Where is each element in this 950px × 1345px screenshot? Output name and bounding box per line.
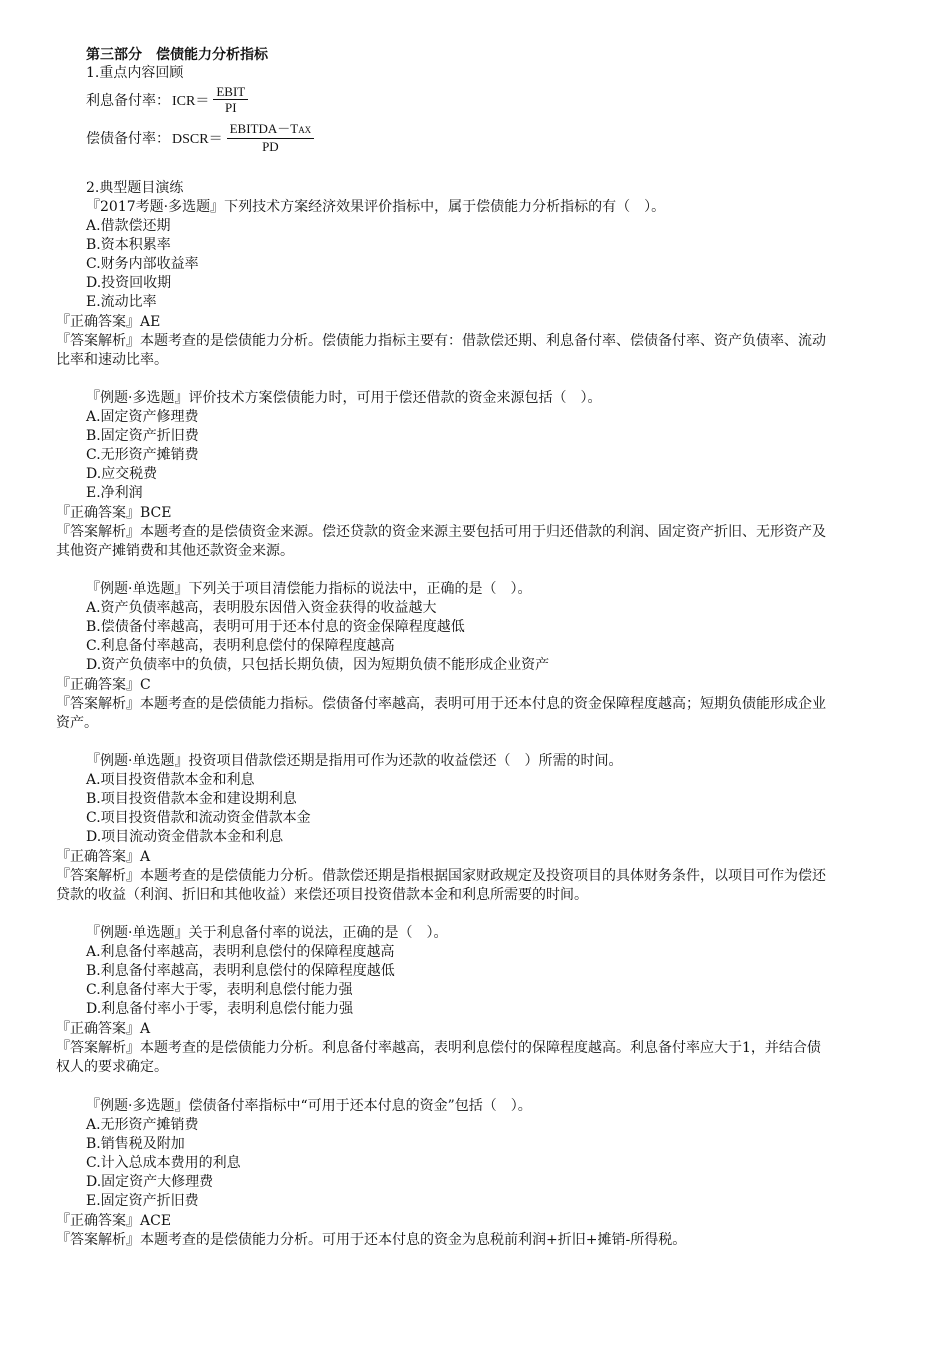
option-d: D.项目流动资金借款本金和利息 xyxy=(86,829,284,845)
option-a: A.无形资产摊销费 xyxy=(86,1117,199,1133)
correct-answer: 『正确答案』BCE xyxy=(56,505,172,521)
formula-dscr xyxy=(86,121,314,154)
answer-analysis-line-2: 比率和速动比率。 xyxy=(56,352,168,368)
answer-analysis-line-2: 其他资产摊销费和其他还款资金来源。 xyxy=(56,543,294,559)
option-d: D.利息备付率小于零，表明利息偿付能力强 xyxy=(86,1001,354,1017)
correct-answer: 『正确答案』C xyxy=(56,677,151,693)
question-stem: 『例题·多选题』评价技术方案偿债能力时，可用于偿还借款的资金来源包括（ ）。 xyxy=(86,390,602,406)
answer-analysis-line-1: 『答案解析』本题考查的是偿债能力指标。偿债备付率越高，表明可用于还本付息的资金保障程度越高；短期负债能形成企业 xyxy=(56,696,826,712)
formula-dscr-numerator xyxy=(227,121,315,139)
correct-answer: 『正确答案』ACE xyxy=(56,1213,172,1229)
option-a: A.借款偿还期 xyxy=(86,218,171,234)
answer-analysis-line-2: 权人的要求确定。 xyxy=(56,1059,168,1075)
option-b: B.固定资产折旧费 xyxy=(86,428,199,444)
formula-icr-fraction xyxy=(213,84,248,115)
formula-icr-lhs: ICR＝ xyxy=(172,93,210,109)
option-b: B.资本积累率 xyxy=(86,237,171,253)
practice-heading: 2.典型题目演练 xyxy=(86,180,184,196)
formula-dscr-numerator-sub: AX xyxy=(298,125,312,135)
option-b: B.项目投资借款本金和建设期利息 xyxy=(86,791,297,807)
answer-analysis-line-1: 『答案解析』本题考查的是偿债能力分析。偿债能力指标主要有：借款偿还期、利息备付率、偿债备付率、资产负债率、流动 xyxy=(56,333,826,349)
option-c: C.项目投资借款和流动资金借款本金 xyxy=(86,810,311,826)
formula-dscr-label: 偿债备付率： xyxy=(86,130,170,147)
correct-answer: 『正确答案』AE xyxy=(56,314,161,330)
option-c: C.无形资产摊销费 xyxy=(86,447,199,463)
section-title: 第三部分 偿债能力分析指标 xyxy=(86,47,268,63)
answer-analysis-line-1: 『答案解析』本题考查的是偿债资金来源。偿还贷款的资金来源主要包括可用于归还借款的利润、固定资产折旧、无形资产及 xyxy=(56,524,826,540)
answer-analysis-line-1: 『答案解析』本题考查的是偿债能力分析。借款偿还期是指根据国家财政规定及投资项目的具体财务条件，以项目可作为偿还 xyxy=(56,868,826,884)
formula-dscr-fraction xyxy=(227,121,315,154)
formula-icr-denominator: PI xyxy=(225,100,237,115)
option-d: D.资产负债率中的负债，只包括长期负债，因为短期负债不能形成企业资产 xyxy=(86,657,550,673)
answer-analysis-line-2: 资产。 xyxy=(56,715,98,731)
option-c: C.财务内部收益率 xyxy=(86,256,199,272)
answer-analysis-line-2: 贷款的收益（利润、折旧和其他收益）来偿还项目投资借款本金和利息所需要的时间。 xyxy=(56,887,588,903)
answer-analysis-line-1: 『答案解析』本题考查的是偿债能力分析。可用于还本付息的资金为息税前利润+折旧+摊销-所得税。 xyxy=(56,1232,687,1248)
option-a: A.项目投资借款本金和利息 xyxy=(86,772,255,788)
correct-answer: 『正确答案』A xyxy=(56,1021,151,1037)
formula-icr xyxy=(86,84,248,115)
option-a: A.资产负债率越高，表明股东因借入资金获得的收益越大 xyxy=(86,600,437,616)
option-d: D.固定资产大修理费 xyxy=(86,1174,214,1190)
formula-dscr-lhs: DSCR＝ xyxy=(172,131,223,147)
option-b: B.利息备付率越高，表明利息偿付的保障程度越低 xyxy=(86,963,395,979)
answer-analysis-line-1: 『答案解析』本题考查的是偿债能力分析。利息备付率越高，表明利息偿付的保障程度越高。利息备付率应大于1，并结合债 xyxy=(56,1040,821,1056)
formula-icr-numerator: EBIT xyxy=(213,84,248,100)
question-stem: 『例题·单选题』关于利息备付率的说法，正确的是（ ）。 xyxy=(86,925,448,941)
formula-dscr-denominator: PD xyxy=(262,139,279,154)
option-c: C.利息备付率大于零，表明利息偿付能力强 xyxy=(86,982,353,998)
review-heading: 1.重点内容回顾 xyxy=(86,65,184,81)
question-stem: 『例题·单选题』投资项目借款偿还期是指用可作为还款的收益偿还（ ）所需的时间。 xyxy=(86,753,623,769)
option-a: A.固定资产修理费 xyxy=(86,409,199,425)
option-d: D.应交税费 xyxy=(86,466,158,482)
option-b: B.偿债备付率越高，表明可用于还本付息的资金保障程度越低 xyxy=(86,619,465,635)
option-e: E.净利润 xyxy=(86,485,143,501)
option-a: A.利息备付率越高，表明利息偿付的保障程度越高 xyxy=(86,944,395,960)
option-b: B.销售税及附加 xyxy=(86,1136,185,1152)
question-stem: 『例题·多选题』偿债备付率指标中“可用于还本付息的资金”包括（ ）。 xyxy=(86,1098,532,1114)
option-e: E.固定资产折旧费 xyxy=(86,1193,199,1209)
formula-icr-label: 利息备付率： xyxy=(86,92,170,109)
option-e: E.流动比率 xyxy=(86,294,157,310)
option-c: C.计入总成本费用的利息 xyxy=(86,1155,241,1171)
correct-answer: 『正确答案』A xyxy=(56,849,151,865)
question-stem: 『例题·单选题』下列关于项目清偿能力指标的说法中，正确的是（ ）。 xyxy=(86,581,532,597)
option-c: C.利息备付率越高，表明利息偿付的保障程度越高 xyxy=(86,638,395,654)
formula-dscr-numerator-main: EBITDA－T xyxy=(229,121,299,136)
option-d: D.投资回收期 xyxy=(86,275,172,291)
question-stem: 『2017考题·多选题』下列技术方案经济效果评价指标中，属于偿债能力分析指标的有（ ）。 xyxy=(86,199,666,215)
